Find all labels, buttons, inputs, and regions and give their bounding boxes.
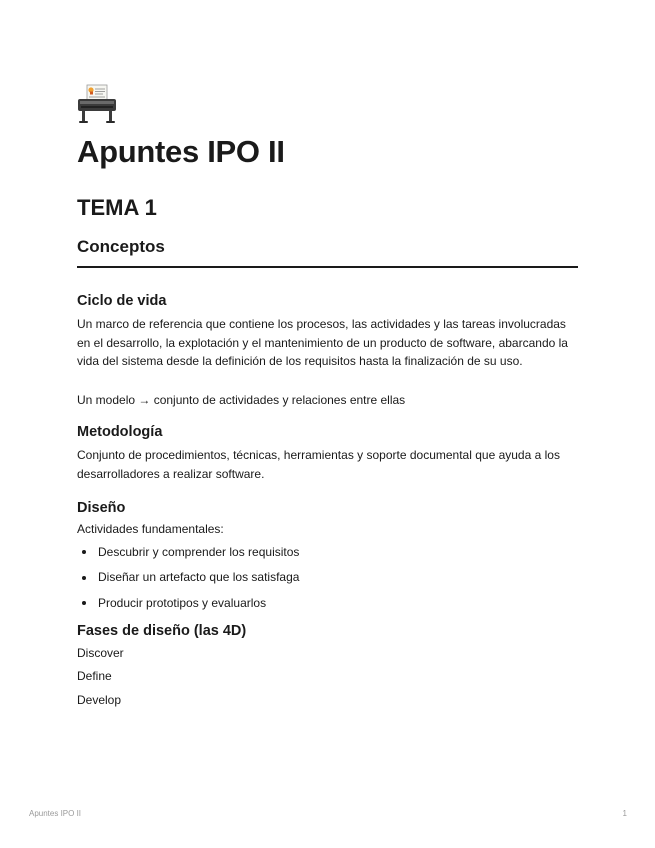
list-item: Producir prototipos y evaluarlos — [77, 594, 579, 612]
list-item: Discover — [77, 645, 124, 660]
heading-diseno: Diseño — [77, 500, 126, 516]
list-item: Descubrir y comprender los requisitos — [77, 543, 579, 561]
paragraph-modelo: Un modelo → conjunto de actividades y relaciones entre ellas — [77, 392, 406, 407]
document-page — [77, 82, 579, 714]
heading-conceptos: Conceptos — [77, 237, 165, 256]
footer-page-number: 1 — [622, 809, 627, 818]
paragraph-ciclo-de-vida: Un marco de referencia que contiene los procesos, las actividades y las tareas involucradas en el desarrollo, la explotación y el mantenimiento de un producto de software, abarcando la vida del sistema desde la definición de los requisitos hasta la finalización de su uso. — [77, 317, 568, 368]
heading-metodologia: Metodología — [77, 424, 163, 440]
paragraph-metodologia: Conjunto de procedimientos, técnicas, herramientas y soporte documental que ayuda a los desarrolladores a realizar software. — [77, 448, 560, 481]
heading-fases-de-diseno: Fases de diseño (las 4D) — [77, 622, 247, 639]
list-item: Develop — [77, 692, 122, 707]
page-title: Apuntes IPO II — [77, 134, 285, 169]
heading-ciclo-de-vida: Ciclo de vida — [77, 293, 167, 309]
paragraph-diseno-intro: Actividades fundamentales: — [77, 522, 224, 536]
fases-list — [77, 644, 579, 709]
heading-tema: TEMA 1 — [77, 195, 157, 220]
divider — [77, 266, 578, 268]
list-item: Diseñar un artefacto que los satisfaga — [77, 568, 579, 586]
diseno-activities-list — [77, 543, 579, 612]
list-item: Define — [77, 669, 112, 683]
footer-document-title: Apuntes IPO II — [29, 809, 82, 818]
printer-icon — [75, 82, 119, 126]
